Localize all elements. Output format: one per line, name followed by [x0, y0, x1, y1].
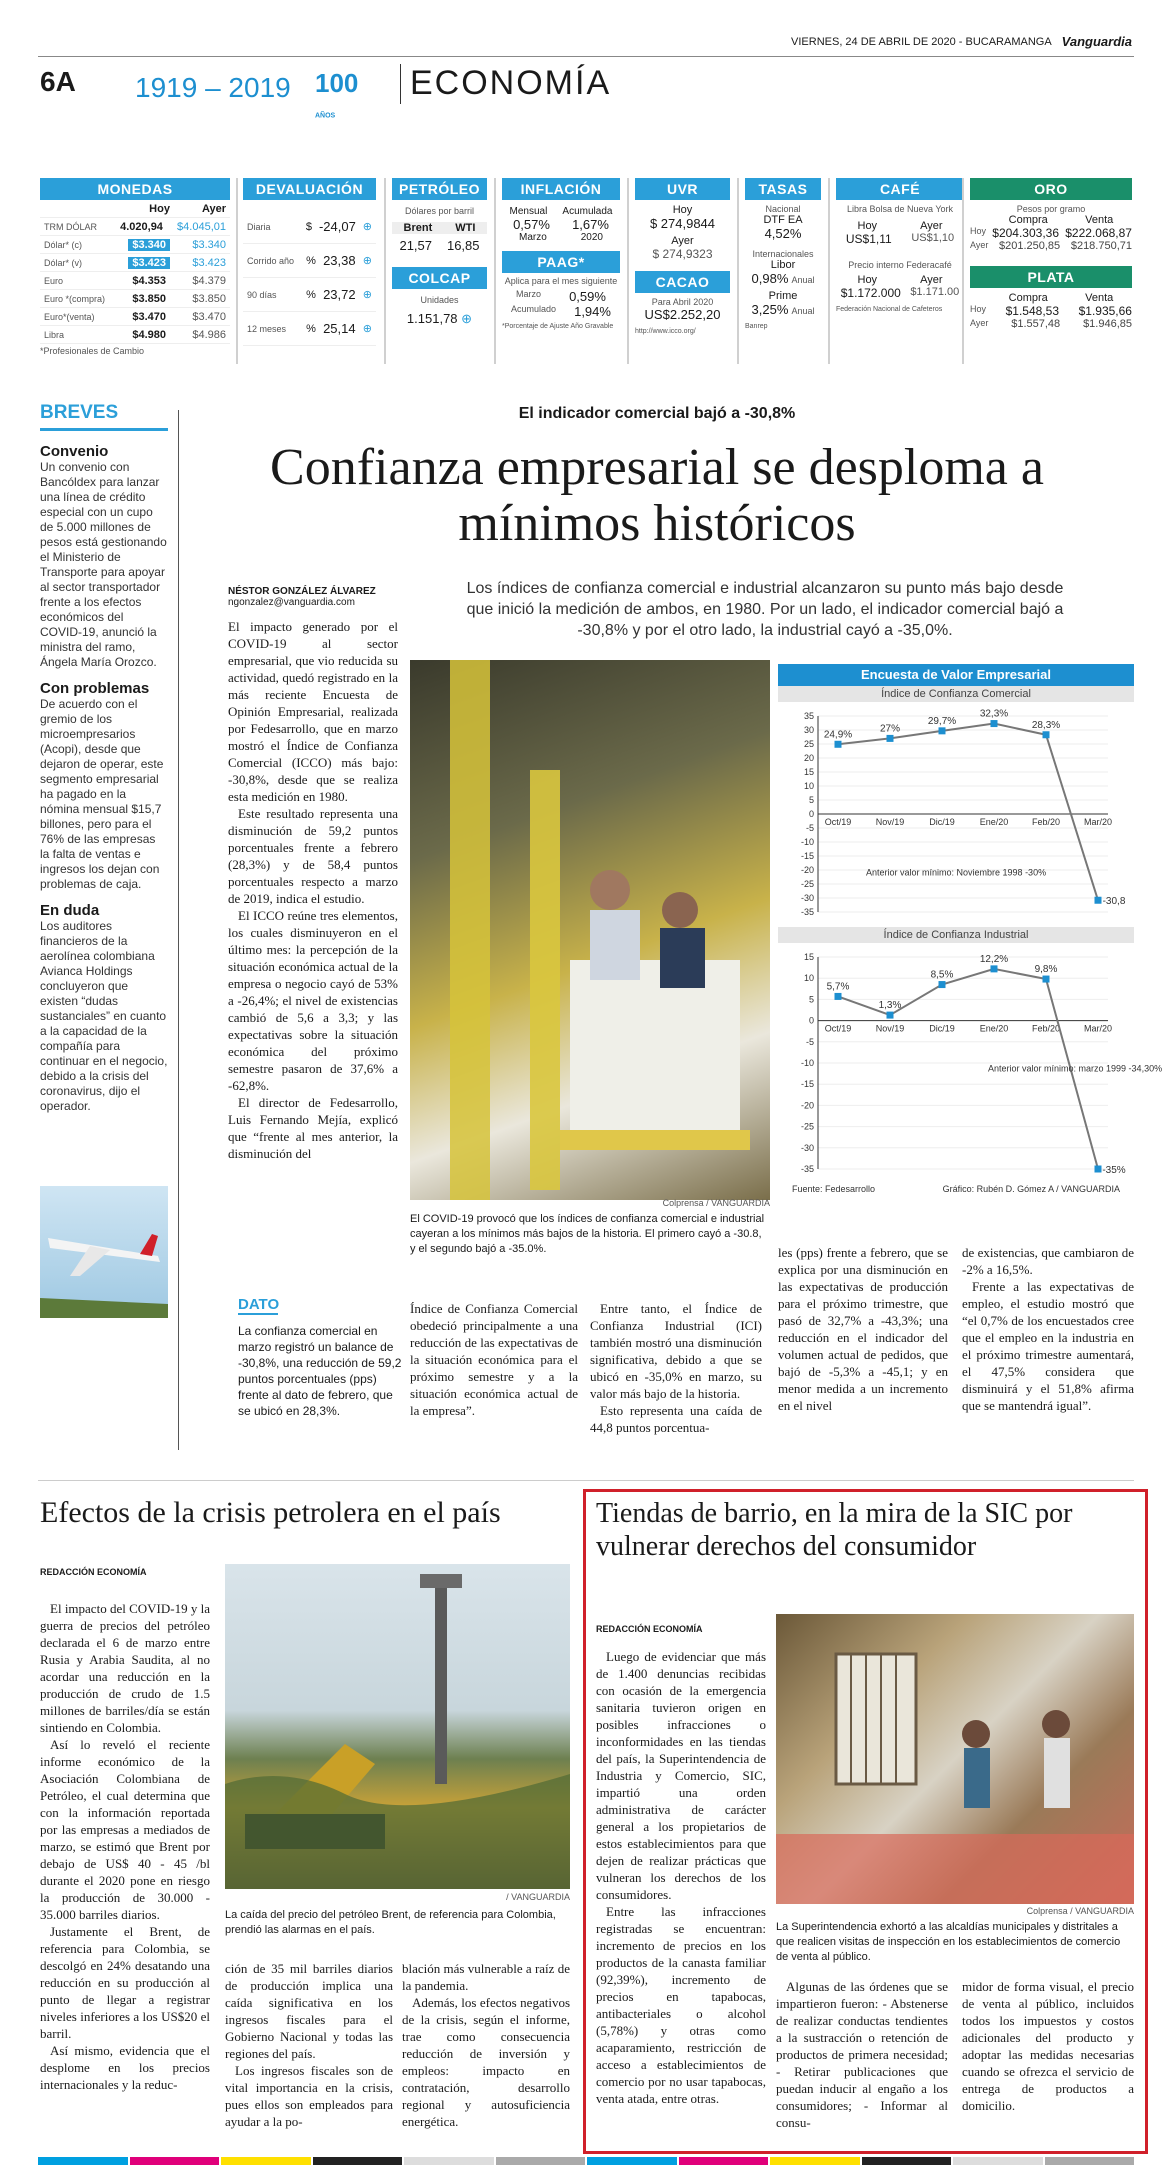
data-point	[835, 993, 842, 1000]
arrow-up-icon: ⊕	[362, 255, 372, 267]
y-tick-label: -10	[800, 1058, 814, 1068]
chart-subtitle-industrial: Índice de Confianza Industrial	[778, 927, 1134, 943]
y-tick-label: 15	[803, 767, 814, 777]
data-label: 8,5%	[930, 969, 954, 981]
arrow-up-icon: ⊕	[461, 311, 473, 326]
article-byline	[228, 586, 376, 608]
paag-r2-label: Acumulado	[511, 304, 557, 314]
currency-ayer: $3.850	[192, 292, 226, 305]
y-tick-label: -15	[800, 1079, 814, 1090]
data-point	[939, 981, 946, 988]
paragraph: Justamente el Brent, de referencia para Colombia, se descolgó en 24% desatando una reducción en su producción al punto de llegar a registrar niveles inferiores a los US$20 el barril.	[40, 1924, 210, 2041]
devaluacion-label: Diaria	[247, 221, 271, 232]
tasas-nacional: Nacional	[765, 204, 801, 214]
devaluacion-unit: %	[306, 254, 316, 267]
cafe-ny-ayer: US$1,10	[911, 232, 955, 244]
data-point	[1043, 731, 1050, 738]
data-point	[1043, 976, 1050, 983]
cafe-ny-label: Libra Bolsa de Nueva York	[846, 204, 954, 214]
breves-column	[40, 402, 168, 1114]
data-point	[887, 735, 894, 742]
airplane-photo	[40, 1186, 168, 1318]
paag-r2-value: 1,94%	[574, 304, 611, 319]
currency-hoy: $3.850	[132, 292, 166, 305]
plata-ayer-venta: $1.946,85	[1083, 318, 1132, 330]
cafe-fed-ayer: $1.171.00	[910, 286, 960, 298]
tiendas-headline: Tiendas de barrio, en la mira de la SIC por vulnerar derechos del consumidor	[596, 1498, 1073, 1562]
x-tick-label: Ene/20	[979, 1023, 1009, 1034]
currency-ayer: $3.340	[192, 238, 226, 251]
currency-ayer: $4.379	[192, 274, 226, 287]
cafe-ny-hoy: US$1,11	[845, 232, 892, 246]
inflacion-panel	[502, 178, 620, 364]
cafe-ayer-label: Ayer	[920, 220, 943, 232]
data-label: 9,8%	[1034, 964, 1058, 976]
inflacion-acumulada-label: Acumulada	[562, 206, 613, 217]
x-tick-label: Feb/20	[1031, 817, 1061, 827]
petroleo-byline: REDACCIÓN ECONOMÍA	[40, 1567, 147, 1577]
storefront-photo	[776, 1614, 1134, 1904]
anniversary-years: 1919 – 2019	[135, 72, 291, 103]
colcap-title: COLCAP	[392, 267, 487, 289]
y-tick-label: -20	[800, 865, 814, 875]
y-tick-label: 0	[808, 1015, 814, 1026]
x-tick-label: Nov/19	[875, 1023, 905, 1034]
devaluacion-label: 90 días	[247, 289, 277, 300]
plata-ayer-compra: $1.557,48	[1011, 318, 1061, 330]
currency-ayer: $4.986	[192, 328, 226, 341]
y-tick-label: -25	[800, 879, 814, 889]
tasas-title: TASAS	[745, 178, 821, 200]
tiendas-col-3	[962, 1978, 1134, 2114]
tasas-panel	[745, 178, 821, 364]
data-point	[887, 1012, 894, 1019]
paragraph: Así lo reveló el reciente informe económico de la Asociación Colombiana de Petróleo, el cual determina que con la información reportada por las empresas a mediados de marzo, se estimó que Brent por debajo de US$ 40 - 45 /bl durante el 2020 pone en riesgo la producción de 30.000 - 35.000 barriles diarios.	[40, 1737, 210, 1922]
paag-title: PAAG*	[502, 251, 620, 273]
paragraph: El director de Fedesarrollo, Luis Fernando Mejía, explicó que “frente al mes anterior, la disminución del	[228, 1095, 398, 1161]
oro-hoy-compra: $204.303,36	[992, 226, 1059, 240]
y-tick-label: -15	[800, 851, 814, 861]
commercial-chart	[778, 702, 1134, 922]
monedas-row	[40, 236, 230, 254]
petroleo-col-1	[40, 1600, 210, 2093]
uvr-hoy-label: Hoy	[672, 204, 693, 216]
uvr-title: UVR	[635, 178, 730, 200]
tasas-note: Banrep	[745, 323, 768, 330]
y-tick-label: 35	[803, 711, 814, 721]
oro-hoy-venta: $222.068,87	[1065, 226, 1132, 240]
previous-minimum-note: Anterior valor mínimo: Noviembre 1998 -30%	[866, 867, 1047, 878]
y-tick-label: 5	[808, 795, 814, 805]
color-registration-bar	[38, 2157, 1134, 2165]
oro-ayer-label: Ayer	[970, 240, 989, 250]
y-tick-label: 0	[808, 809, 814, 819]
oil-rig-photo	[225, 1564, 570, 1889]
y-tick-label: 15	[803, 952, 814, 962]
photo-credit: Colprensa / VANGUARDIA	[1026, 1906, 1134, 1916]
y-tick-label: 30	[803, 725, 814, 735]
anniversary-logo	[315, 68, 381, 120]
data-point	[991, 965, 998, 972]
tasas-internacionales: Internacionales	[752, 249, 814, 259]
breve-text: De acuerdo con el gremio de los microempresarios (Acopi), desde que dejaron de operar, este segmento empresarial ha pagado en la nómina mensual $15,7 billones, pero para el 76% de las empresas la falta de ventas e ingresos los dejan con problemas de caja.	[40, 697, 164, 891]
paragraph: Algunas de las órdenes que se impartieron fueron: - Abstenerse de realizar conductas tendientes a la sustracción o retención de productos de primera necesidad; - Retirar publicaciones que puedan inducir al engaño a los consumidores; - Informar al consu-	[776, 1979, 948, 2130]
tiendas-byline: REDACCIÓN ECONOMÍA	[596, 1624, 703, 1634]
article-col-4	[778, 1244, 948, 1414]
plata-ayer-label: Ayer	[970, 318, 989, 328]
cafe-fed-label: Precio interno Federacafé	[848, 260, 952, 270]
article-col-3	[590, 1300, 762, 1436]
paragraph: Luego de evidenciar que más de 1.400 denuncias recibidas con ocasión de la emergencia sanitaria tuvieron origen en posibles infracciones o inconformidades en las tiendas del país, la Superintendencia de Industria y Comercio, SIC, impartió una orden administrativa de carácter general a los propietarios de estos establecimientos para que dejen de realizar prácticas que vulneran los derechos de los consumidores.	[596, 1649, 766, 1902]
cacao-sub: Para Abril 2020	[651, 297, 714, 307]
x-tick-label: Nov/19	[875, 817, 905, 827]
header-rule	[38, 56, 1134, 57]
data-label: 12,2%	[979, 953, 1009, 965]
dato-title: DATO	[238, 1296, 280, 1313]
paragraph: El impacto generado por el COVID-19 al sector empresarial, que vio reducida su actividad, quedó registrado en la más reciente Encuesta de Opinión Empresarial, realizada por Fedesarrollo, que en marzo mostró el Índice de Confianza Comercial (ICCO) más bajo: -30,8%, desde que se realiza esta medición en 1980.	[228, 619, 398, 804]
data-point	[939, 727, 946, 734]
oro-sub: Pesos por gramo	[1016, 204, 1086, 214]
y-tick-label: -30	[800, 1142, 814, 1153]
photo-caption: El COVID-19 provocó que los índices de confianza comercial e industrial cayeran a los mínimos más bajos de la historia. El primero cayó a -30.8, y el segundo bajó a -35.0%.	[410, 1213, 765, 1255]
inflacion-acumulada: 1,67%	[572, 217, 609, 232]
data-label: 1,3%	[878, 1000, 902, 1012]
petroleo-title: PETRÓLEO	[392, 178, 487, 200]
monedas-row	[40, 308, 230, 326]
devaluacion-value: 25,14	[323, 321, 356, 336]
article-kicker: El indicador comercial bajó a -30,8%	[518, 405, 796, 422]
plata-hoy-label: Hoy	[970, 304, 987, 314]
monedas-row	[40, 290, 230, 308]
tasas-libor-unit: Anual	[791, 275, 815, 285]
monedas-panel	[40, 178, 230, 364]
petroleo-wti: 16,85	[446, 238, 480, 253]
devaluacion-unit: $	[305, 220, 313, 233]
data-label: 32,3%	[979, 708, 1009, 720]
oro-compra-label: Compra	[1008, 214, 1048, 226]
tiendas-col-2	[776, 1978, 948, 2131]
currency-hoy: 4.020,94	[120, 220, 163, 233]
article-col-2	[410, 1300, 578, 1419]
photo-credit: / VANGUARDIA	[506, 1892, 570, 1902]
monedas-row	[40, 326, 230, 344]
oro-hoy-label: Hoy	[970, 226, 987, 236]
petroleo-brent-label: Brent	[403, 222, 433, 234]
currency-label: TRM DÓLAR	[44, 221, 98, 232]
colcap-value: 1.151,78	[406, 311, 458, 326]
petroleo-col-3	[402, 1960, 570, 2130]
paag-note: *Porcentaje de Ajuste Año Gravable	[502, 323, 614, 330]
y-tick-label: 5	[808, 994, 814, 1005]
breve-heading: En duda	[40, 902, 100, 919]
x-tick-label: Oct/19	[824, 817, 852, 827]
article-lead: Los índices de confianza comercial e industrial alcanzaron su punto más bajo desde que inició la medición de ambos, en 1980. Por un lado, el indicador comercial bajó a -30,8% y por el otro lado, la industrial cayó a -35,0%.	[466, 580, 1064, 639]
data-label: 5,7%	[826, 981, 850, 993]
breves-title: BREVES	[40, 402, 168, 431]
x-tick-label: Oct/19	[824, 1023, 852, 1034]
inflacion-mensual: 0,57%	[513, 217, 550, 232]
paag-sub: Aplica para el mes siguiente	[504, 276, 618, 286]
photo-caption: La Superintendencia exhortó a las alcaldías municipales y distritales a que realicen visitas de inspección en los establecimientos de comercio de venta al público.	[776, 1921, 1121, 1963]
plata-title: PLATA	[970, 266, 1132, 288]
currency-label: Dólar* (v)	[44, 257, 83, 268]
data-label: 24,9%	[823, 729, 853, 741]
inflacion-year: 2020	[580, 232, 603, 243]
paragraph: Este resultado representa una disminución de 59,2 puntos porcentuales frente a febrero (28,3%) y de 58,4 puntos porcentuales respecto a marzo de 2019, indica el estudio.	[228, 806, 398, 906]
forklift-photo	[410, 660, 770, 1200]
colcap-sub: Unidades	[420, 295, 459, 305]
tasas-libor-label: Libor	[770, 259, 796, 271]
petroleo-brent: 21,57	[399, 238, 433, 253]
y-tick-label: -35	[800, 907, 814, 917]
plata-venta-label: Venta	[1085, 292, 1114, 304]
currency-hoy: $3.423	[128, 257, 170, 269]
devaluacion-row	[243, 244, 376, 278]
devaluacion-unit: %	[306, 322, 316, 335]
paragraph: de existencias, que cambiaron de -2% a 16,5%.	[962, 1245, 1134, 1277]
devaluacion-value: -24,07	[318, 219, 356, 234]
paragraph: midor de forma visual, el precio de venta al público, incluidos todos los impuestos y costos adicionales del producto y adoptar las medidas necesarias cuando se ofrezca el servicio de entrega de productos a domicilio.	[962, 1979, 1134, 2113]
currency-ayer: $3.470	[192, 310, 226, 323]
y-tick-label: -35	[800, 1164, 814, 1174]
plata-hoy-compra: $1.548,53	[1005, 304, 1059, 318]
devaluacion-row	[243, 210, 376, 244]
paragraph: Entre las infracciones registradas se encuentran: incremento de precios en los productos de la canasta familiar (92,39%), incremento de precios en tapabocas, antibacteriales o alcohol (5,78%) y otras como acaparamiento, restricción de acceso a establecimientos de comercio por no usar tapabocas, venta atada, entre otras.	[596, 1904, 766, 2106]
currency-ayer: $4.045,01	[177, 220, 226, 233]
confidence-chart	[778, 664, 1163, 1204]
industrial-chart	[778, 943, 1163, 1179]
y-tick-label: -5	[805, 1036, 814, 1047]
devaluacion-value: 23,38	[323, 253, 356, 268]
x-tick-label: Feb/20	[1031, 1023, 1061, 1034]
cafe-hoy-label: Hoy	[857, 220, 878, 232]
paragraph: Así mismo, evidencia que el desplome en los precios internacionales y la reduc-	[40, 2043, 210, 2092]
currency-label: Dólar* (c)	[44, 239, 83, 250]
monedas-row	[40, 218, 230, 236]
tasas-prime: 3,25%	[751, 302, 789, 317]
currency-label: Euro	[44, 275, 64, 286]
oro-panel	[970, 178, 1132, 364]
paragraph: Además, los efectos negativos de la crisis, según el informe, trae como consecuencia reducción de inversión y empleos: impacto en contratación, desarrollo regional y autosuficiencia energética.	[402, 1995, 570, 2129]
cafe-hoy-label-2: Hoy	[857, 274, 878, 286]
paragraph: Los ingresos fiscales son de vital importancia en la crisis, pues ellos son empleados para ayudar a la po-	[225, 2063, 393, 2129]
inflacion-month: Marzo	[518, 232, 547, 243]
dato-text: La confianza comercial en marzo registró un balance de -30,8%, una reducción de 59,2 puntos porcentuales (pps) frente al dato de febrero, que se ubicó en 28,3%.	[238, 1324, 402, 1418]
data-point	[1095, 1166, 1102, 1173]
plata-hoy-venta: $1.935,66	[1078, 304, 1132, 318]
data-label: 28,3%	[1031, 719, 1061, 731]
arrow-up-icon: ⊕	[362, 289, 372, 301]
issue-date: VIERNES, 24 DE ABRIL DE 2020 - BUCARAMANGA	[791, 35, 1052, 48]
y-tick-label: -5	[805, 823, 814, 833]
section-title: ECONOMÍA	[410, 64, 612, 102]
petroleo-headline: Efectos de la crisis petrolera en el país	[40, 1496, 501, 1529]
uvr-ayer-label: Ayer	[671, 235, 694, 247]
currency-label: Euro *(compra)	[44, 293, 106, 304]
paragraph: Frente a las expectativas de empleo, el estudio mostró que “el 0,7% de los encuestados cree que el empleo en la industria en el próximo trimestre aumentará, el 47,5% considera que disminuirá y el 51,8% afirma que se mantendrá igual”.	[962, 1279, 1134, 1413]
cafe-panel	[836, 178, 964, 364]
tasas-prime-unit: Anual	[791, 306, 815, 316]
plata-compra-label: Compra	[1008, 292, 1048, 304]
currency-hoy: $3.470	[132, 310, 166, 323]
tasas-dtf: 4,52%	[764, 226, 802, 241]
devaluacion-row	[243, 312, 376, 346]
anniversary-logo-sub: AÑOS	[315, 112, 336, 120]
x-tick-label: Dic/19	[929, 817, 955, 827]
y-tick-label: -30	[800, 893, 814, 903]
section-rule	[38, 1480, 1134, 1481]
uvr-ayer: $ 274,9323	[652, 247, 713, 261]
monedas-row	[40, 254, 230, 272]
paragraph: El impacto del COVID-19 y la guerra de precios del petróleo declarada el 6 de marzo entre Rusia y Arabia Saudita, al no acordar una reducción en la producción de crudo de 1.5 millones de barriles/día se están sintiendo en Colombia.	[40, 1601, 210, 1735]
paag-r1-label: Marzo	[516, 289, 542, 299]
currency-hoy: $3.340	[128, 239, 170, 251]
monedas-col-ayer: Ayer	[201, 202, 226, 215]
devaluacion-panel	[243, 178, 376, 364]
previous-minimum-note: Anterior valor mínimo: marzo 1999 -34,30%	[988, 1063, 1163, 1074]
devaluacion-unit: %	[306, 288, 316, 301]
photo-caption: La caída del precio del petróleo Brent, de referencia para Colombia, prendió las alarmas en el país.	[225, 1909, 556, 1936]
dato-box	[238, 1296, 406, 1419]
oro-venta-label: Venta	[1085, 214, 1114, 226]
chart-source: Fuente: Fedesarrollo	[792, 1184, 876, 1194]
petroleo-sub: Dólares por barril	[404, 206, 475, 216]
petroleo-col-2	[225, 1960, 393, 2130]
y-tick-label: -25	[800, 1121, 814, 1132]
tasas-dtf-label: DTF EA	[763, 214, 803, 226]
paag-r1-value: 0,59%	[569, 289, 606, 304]
x-tick-label: Mar/20	[1083, 1023, 1113, 1034]
inflacion-mensual-label: Mensual	[509, 206, 548, 217]
masthead-meta	[791, 34, 1132, 49]
tiendas-col-1	[596, 1648, 766, 2107]
devaluacion-label: Corrido año	[247, 255, 295, 266]
paragraph: Índice de Confianza Comercial obedeció principalmente a una reducción de las expectativas de la situación económica para el próximo semestre y a la situación económica actual de la empresa”.	[410, 1301, 578, 1418]
devaluacion-value: 23,72	[323, 287, 356, 302]
petroleo-wti-label: WTI	[455, 222, 476, 234]
paragraph: Esto representa una caída de 44,8 puntos porcentua-	[590, 1403, 762, 1435]
header-separator	[400, 64, 401, 104]
x-tick-label: Mar/20	[1083, 817, 1113, 827]
data-label: -35%	[1102, 1165, 1126, 1176]
y-tick-label: -20	[800, 1100, 814, 1111]
oro-title: ORO	[970, 178, 1132, 200]
data-label: 27%	[879, 723, 901, 735]
paragraph: El ICCO reúne tres elementos, los cuales disminuyeron en el último mes: la percepción de la situación económica actual de la empresa o negocio cayó de 53% a -26,4%; el nivel de existencias cambió de 5,6 a 3,3; y las expectativas sobre la situación económica del próximo semestre pasaron de 37,6% a -62,8%.	[228, 908, 398, 1093]
monedas-note: *Profesionales de Cambio	[40, 346, 145, 356]
y-tick-label: 20	[803, 753, 814, 763]
currency-ayer: $3.423	[192, 256, 226, 269]
cacao-value: US$2.252,20	[644, 307, 721, 322]
cafe-title: CAFÉ	[836, 178, 964, 200]
currency-label: Libra	[44, 329, 65, 340]
cafe-note: Federación Nacional de Cafeteros	[836, 306, 943, 313]
chart-graphic-credit: Gráfico: Rubén D. Gómez A / VANGUARDIA	[942, 1184, 1120, 1194]
x-tick-label: Ene/20	[979, 817, 1009, 827]
uvr-panel	[635, 178, 730, 364]
data-label: 29,7%	[927, 715, 957, 727]
petroleo-panel	[392, 178, 487, 364]
cacao-note[interactable]: http://www.icco.org/	[635, 328, 696, 335]
y-tick-label: 25	[803, 739, 814, 749]
oro-ayer-compra: $201.250,85	[999, 240, 1061, 252]
devaluacion-label: 12 meses	[247, 323, 287, 334]
paragraph: ción de 35 mil barriles diarios de producción implica una caída significativa en los ingresos fiscales para el Gobierno Nacional y todas las regiones del país.	[225, 1961, 393, 2061]
currency-hoy: $4.980	[132, 328, 166, 341]
data-point	[835, 741, 842, 748]
inflacion-title: INFLACIÓN	[502, 178, 620, 200]
cacao-title: CACAO	[635, 271, 730, 293]
oro-ayer-venta: $218.750,71	[1070, 240, 1132, 252]
paragraph: blación más vulnerable a raíz de la pandemia.	[402, 1961, 570, 1993]
article-headline: Confianza empresarial se desploma a mínimos históricos	[270, 439, 1044, 552]
currency-hoy: $4.353	[132, 274, 166, 287]
monedas-col-hoy: Hoy	[149, 202, 170, 215]
article-col-5	[962, 1244, 1134, 1414]
chart-title: Encuesta de Valor Empresarial	[778, 664, 1134, 686]
data-label: -30,8	[1102, 896, 1126, 908]
y-tick-label: 10	[803, 781, 814, 791]
column-rule	[178, 410, 179, 1450]
paragraph: Entre tanto, el Índice de Confianza Industrial (ICI) también mostró una disminución significativa, debido a que se ubicó en -35,0% en marzo, su valor más bajo de la historia.	[590, 1301, 762, 1401]
paragraph: les (pps) frente a febrero, que se explica por una disminución en las expectativas de producción para el próximo trimestre, que pasó de 32,7% a -43,3%; una reducción en el indicador del volumen actual de pedidos, que bajó de -5,3% a -45,1; y en menor medida a un incremento en el nivel	[778, 1245, 948, 1413]
brand-logo[interactable]: Vanguardia	[1061, 34, 1132, 49]
article-col-1	[228, 618, 398, 1162]
tasas-libor: 0,98%	[751, 271, 789, 286]
breve-heading: Con problemas	[40, 680, 150, 697]
breve-text: Los auditores financieros de la aerolínea colombiana Avianca Holdings concluyeron que existen “dudas sustanciales” en cuanto a la capacidad de la compañía para continuar en el negocio, debido a la crisis del coronavirus, dijo el operador.	[40, 919, 168, 1113]
y-tick-label: 10	[803, 973, 814, 984]
anniversary-logo-number: 100	[315, 68, 359, 98]
data-point	[1095, 897, 1102, 904]
arrow-up-icon: ⊕	[362, 221, 372, 233]
monedas-row	[40, 272, 230, 290]
photo-credit: Colprensa / VANGUARDIA	[662, 1198, 770, 1208]
cafe-ayer-label-2: Ayer	[920, 274, 943, 286]
page-number: 6A	[40, 66, 76, 97]
breve-heading: Convenio	[40, 443, 109, 460]
data-point	[991, 720, 998, 727]
y-tick-label: -10	[800, 837, 814, 847]
monedas-title: MONEDAS	[40, 178, 230, 200]
currency-label: Euro*(venta)	[44, 311, 95, 322]
devaluacion-title: DEVALUACIÓN	[243, 178, 376, 200]
breve-text: Un convenio con Bancóldex para lanzar una línea de crédito especial con un cupo de 5.000 millones de pesos está gestionando el Ministerio de Transporte para apoyar al sector transportador frente a los efectos económicos del COVID-19, anunció la ministra del ramo, Ángela María Orozco.	[40, 460, 167, 669]
x-tick-label: Dic/19	[929, 1023, 955, 1034]
cafe-fed-hoy: $1.172.000	[840, 286, 901, 300]
devaluacion-row	[243, 278, 376, 312]
author-email[interactable]: ngonzalez@vanguardia.com	[228, 597, 355, 608]
chart-subtitle-commercial: Índice de Confianza Comercial	[778, 686, 1134, 702]
tasas-prime-label: Prime	[768, 290, 798, 302]
arrow-up-icon: ⊕	[362, 323, 372, 335]
author-name: NÉSTOR GONZÁLEZ ÁLVAREZ	[228, 586, 376, 597]
uvr-hoy: $ 274,9844	[649, 216, 716, 231]
